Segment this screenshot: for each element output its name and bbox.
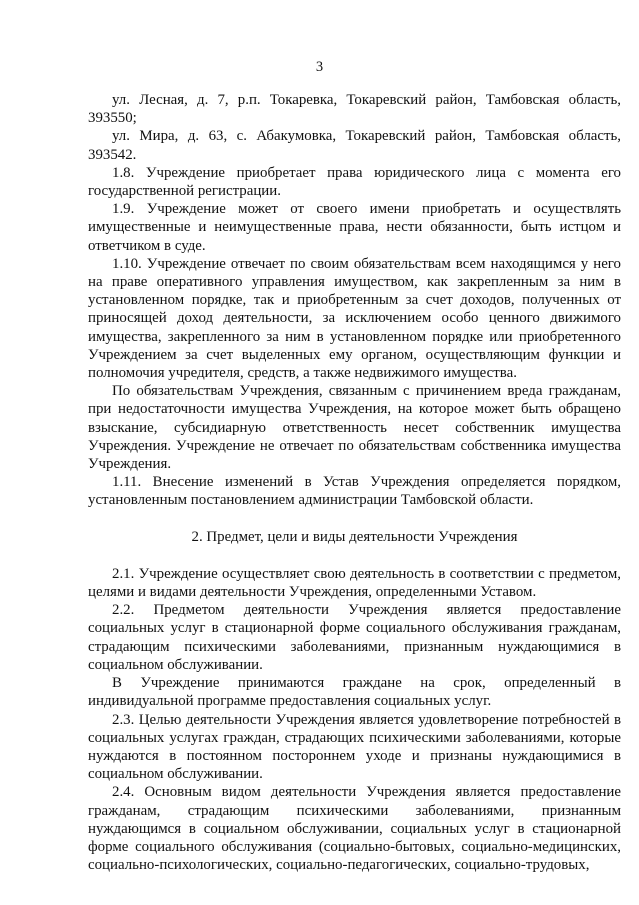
section-heading: 2. Предмет, цели и виды деятельности Учреждения: [191, 528, 518, 545]
clause-1-11: 1.11. Внесение изменений в Устав Учреждения определяется порядком, установленным постановлением администрации Тамбовской области.: [88, 474, 621, 509]
clause-2-2-admission: В Учреждение принимаются граждане на срок, определенный в индивидуальной программе предоставления социальных услуг.: [88, 675, 621, 710]
clause-2-2: 2.2. Предметом деятельности Учреждения является предоставление социальных услуг в стационарной форме социального обслуживания гражданам, страдающим психическими заболеваниями, признанным нуждающимися в социальном обслуживании.: [88, 602, 621, 673]
address-paragraph-1: ул. Лесная, д. 7, р.п. Токаревка, Токаревский район, Тамбовская область, 393550;: [88, 92, 621, 127]
clause-1-10-continued: По обязательствам Учреждения, связанным с причинением вреда гражданам, при недостаточности имущества Учреждения, на которое может быть обращено взыскание, субсидиарную ответственность несет собственник имущества Учреждения. Учреждение не отвечает по обязательствам собственника имущества Учреждения.: [88, 383, 621, 473]
clause-1-10: 1.10. Учреждение отвечает по своим обязательствам всем находящимся у него на праве оперативного управления имуществом, как закрепленным за ним в установленном порядке, так и приобретенным за счет доходов, полученных от приносящей доход деятельности, за исключением особо ценного движимого имущества, закрепленного за ним в установленном порядке или приобретенного Учреждением за счет выделенных ему органом, осуществляющим функции и полномочия учредителя, средств, а также недвижимого имущества.: [88, 255, 621, 382]
page-number: 3: [315, 59, 324, 75]
clause-2-3: 2.3. Целью деятельности Учреждения является удовлетворение потребностей в социальных услугах граждан, страдающих психическими заболеваниями, которые нуждаются в постоянном постороннем уходе и признаны нуждающимися в социальном обслуживании.: [88, 711, 621, 783]
clause-1-8: 1.8. Учреждение приобретает права юридического лица с момента его государственной регистрации.: [88, 164, 621, 200]
clause-2-1: 2.1. Учреждение осуществляет свою деятельность в соответствии с предметом, целями и видами деятельности Учреждения, определенными Уставом.: [88, 565, 621, 601]
clause-1-9: 1.9. Учреждение может от своего имени приобретать и осуществлять имущественные и неимущественные права, нести обязанности, быть истцом и ответчиком в суде.: [88, 201, 621, 254]
clause-2-4: 2.4. Основным видом деятельности Учреждения является предоставление гражданам, страдающим психическими заболеваниями, признанным нуждающимся в социальном обслуживании, социальных услуг в стационарной форме социального обслуживания (социально-бытовых, социально-медицинских, социально-психологических, социально-педагогических, социально-трудовых,: [88, 784, 621, 874]
document-body: [88, 91, 621, 874]
address-paragraph-2: ул. Мира, д. 63, с. Абакумовка, Токаревский район, Тамбовская область, 393542.: [88, 128, 621, 163]
